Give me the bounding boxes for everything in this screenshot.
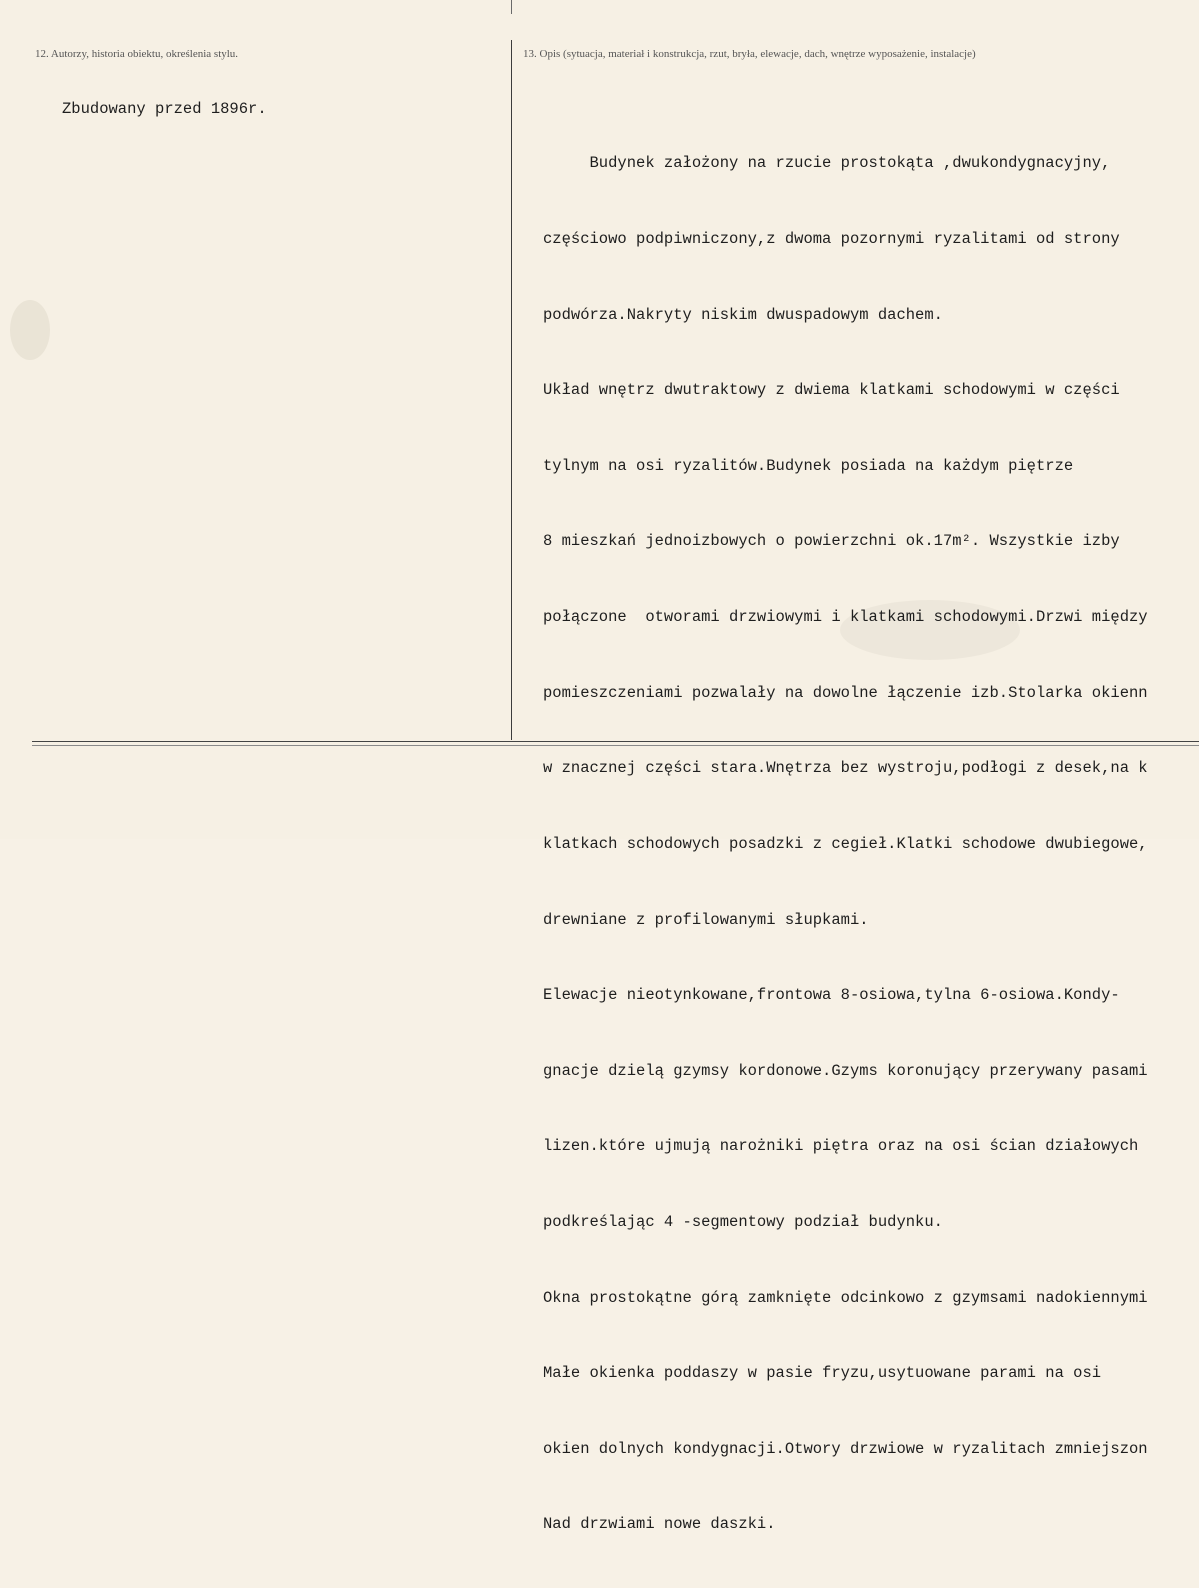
description-line: Układ wnętrz dwutraktowy z dwiema klatkami schodowymi w części: [543, 381, 1120, 400]
history-section-header: 12. Autorzy, historia obiektu, określenia stylu.: [35, 48, 239, 60]
description-text: [543, 101, 1199, 1588]
description-line: Budynek założony na rzucie prostokąta ,dwukondygnacyjny,: [543, 154, 1111, 173]
description-line: drewniane z profilowanymi słupkami.: [543, 910, 869, 929]
description-line: w znacznej części stara.Wnętrza bez wystroju,podłogi z desek,na k: [543, 759, 1148, 778]
description-line: gnacje dzielą gzymsy kordonowe.Gzyms koronujący przerywany pasami: [543, 1061, 1148, 1080]
column-divider-top: [511, 0, 512, 14]
description-section-header: 13. Opis (sytuacja, materiał i konstrukcja, rzut, bryła, elewacje, dach, wnętrze wyposażenie, instalacje): [523, 48, 976, 60]
description-line: Nad drzwiami nowe daszki.: [543, 1515, 776, 1534]
description-line: Okna prostokątne górą zamknięte odcinkowo z gzymsami nadokiennymi: [543, 1288, 1148, 1307]
description-line: lizen.które ujmują narożniki piętra oraz na osi ścian działowych: [543, 1137, 1139, 1156]
description-line: Małe okienka poddaszy w pasie fryzu,usytuowane parami na osi: [543, 1364, 1102, 1383]
description-line: tylnym na osi ryzalitów.Budynek posiada na każdym piętrze: [543, 456, 1074, 475]
description-line: klatkach schodowych posadzki z cegieł.Klatki schodowe dwubiegowe,: [543, 834, 1148, 853]
description-line: 8 mieszkań jednoizbowych o powierzchni ok.17m². Wszystkie izby: [543, 532, 1120, 551]
description-line: Elewacje nieotynkowane,frontowa 8-osiowa,tylna 6-osiowa.Kondy-: [543, 986, 1120, 1005]
history-text: Zbudowany przed 1896r.: [62, 100, 267, 118]
description-line: podwórza.Nakryty niskim dwuspadowym dachem.: [543, 305, 943, 324]
column-divider: [511, 40, 512, 740]
description-line: okien dolnych kondygnacji.Otwory drzwiowe w ryzalitach zmniejszon: [543, 1439, 1148, 1458]
description-line: częściowo podpiwniczony,z dwoma pozornymi ryzalitami od strony: [543, 230, 1120, 249]
description-line: podkreślając 4 -segmentowy podział budynku.: [543, 1212, 943, 1231]
description-line: połączone otworami drzwiowymi i klatkami schodowymi.Drzwi między: [543, 608, 1148, 627]
description-line: pomieszczeniami pozwalały na dowolne łączenie izb.Stolarka okienn: [543, 683, 1148, 702]
paper-stain: [10, 300, 50, 360]
